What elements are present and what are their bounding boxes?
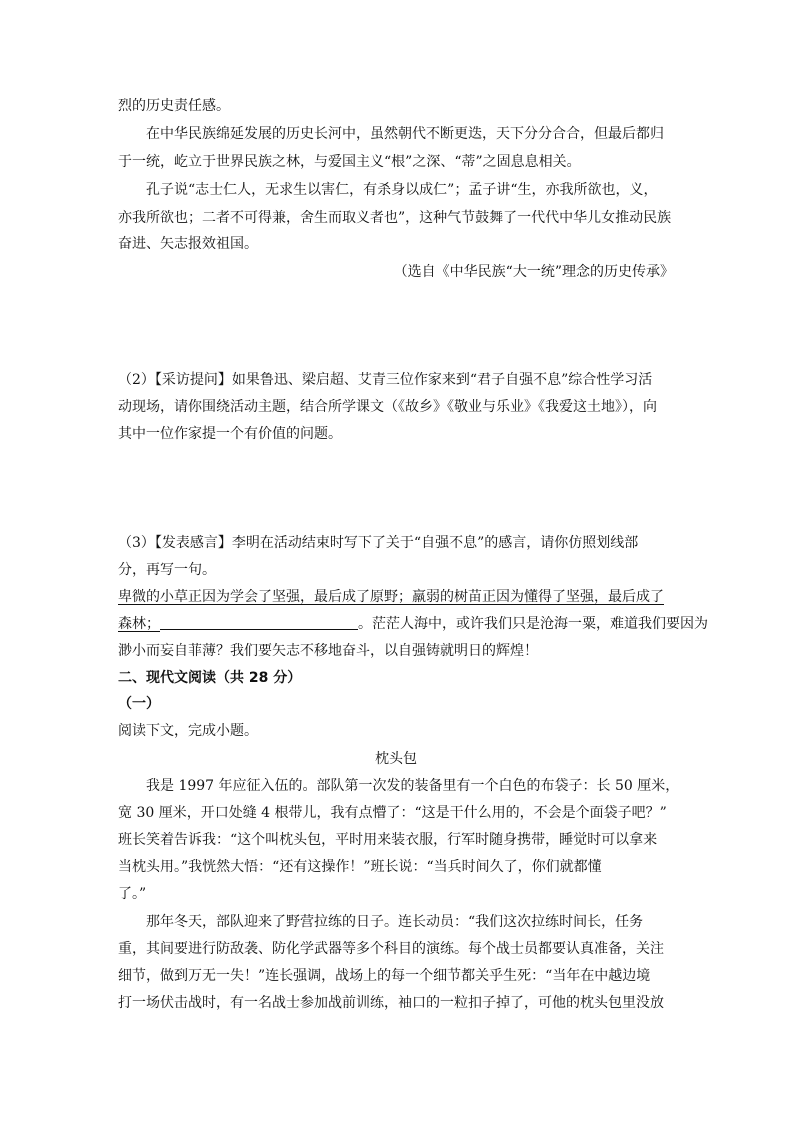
paragraph-line: 孔子说“志士仁人，无求生以害仁，有杀身以成仁”；孟子讲“生，亦我所欲也，义， bbox=[146, 182, 658, 198]
fill-in-line-rest: 。茫茫人海中，或许我们只是沧海一粟，难道我们要因为 bbox=[358, 616, 708, 632]
question-line: （2）【采访提问】如果鲁迅、梁启超、艾青三位作家来到“君子自强不息”综合性学习活 bbox=[118, 372, 653, 388]
subsection-label: （一） bbox=[118, 696, 160, 712]
question-line: （3）【发表感言】李明在活动结束时写下了关于“自强不息”的感言，请你仿照划线部 bbox=[118, 535, 639, 551]
paragraph-line: 打一场伏击战时，有一名战士参加战前训练，袖口的一粒扣子掉了，可他的枕头包里没放 bbox=[118, 995, 664, 1011]
paragraph-line: 重，其间要进行防敌袭、防化学武器等多个科目的演练。每个战士员都要认真准备，关注 bbox=[118, 941, 664, 957]
paragraph-line: 细节，做到万无一失！”连长强调，战场上的每一个细节都关乎生死：“当年在中越边境 bbox=[118, 968, 651, 984]
question-line: 动现场，请你围绕活动主题，结合所学课文（《故乡》《敬业与乐业》《我爱这土地》），向 bbox=[118, 399, 657, 415]
paragraph-line: 了。” bbox=[118, 886, 147, 902]
paragraph-line: 宽 30 厘米，开口处缝 4 根带儿，我有点懵了：“这是干什么用的，不会是个面袋子吧？” bbox=[118, 805, 667, 821]
underlined-example: 卑微的小草正因为学会了坚强，最后成了原野；羸弱的树苗正因为懂得了坚强，最后成了 bbox=[118, 589, 664, 605]
paragraph-line: 当枕头用。”我恍然大悟：“还有这操作！”班长说：“当兵时间久了，你们就都懂 bbox=[118, 859, 602, 875]
source-citation: （选自《中华民族“大一统”理念的历史传承》 bbox=[393, 264, 674, 280]
paragraph-line: 渺小而妄自菲薄？我们要矢志不移地奋斗，以自强铸就明日的辉煌！ bbox=[118, 643, 538, 659]
paragraph-line: 亦我所欲也；二者不可得兼，舍生而取义者也”，这种气节鼓舞了一代代中华儿女推动民族 bbox=[118, 210, 672, 226]
section-heading: 二、现代文阅读（共 28 分） bbox=[118, 670, 302, 686]
paragraph-line: 在中华民族绵延发展的历史长河中，虽然朝代不断更迭，天下分分合合，但最后都归 bbox=[146, 126, 664, 142]
paragraph-line: 我是 1997 年应征入伍的。部队第一次发的装备里有一个白色的布袋子：长 50 厘米， bbox=[146, 778, 680, 794]
question-line: 其中一位作家提一个有价值的问题。 bbox=[118, 426, 342, 442]
paragraph-line: 班长笑着告诉我：“这个叫枕头包，平时用来装衣服，行军时随身携带，睡觉时可以拿来 bbox=[118, 832, 658, 848]
paragraph-line: 于一统，屹立于世界民族之林，与爱国主义“根”之深、“蒂”之固息息相关。 bbox=[118, 154, 581, 170]
paragraph-line: 那年冬天，部队迎来了野营拉练的日子。连长动员：“我们这次拉练时间长，任务 bbox=[146, 914, 644, 930]
paragraph-line: 烈的历史责任感。 bbox=[118, 98, 230, 114]
instruction: 阅读下文，完成小题。 bbox=[118, 723, 258, 739]
answer-blank[interactable] bbox=[160, 615, 358, 630]
paragraph-line: 奋进、矢志报效祖国。 bbox=[118, 236, 258, 252]
fill-in-line bbox=[118, 614, 708, 634]
underlined-example-end: 森林； bbox=[118, 616, 160, 632]
question-line: 分，再写一句。 bbox=[118, 562, 216, 578]
article-title: 枕头包 bbox=[375, 751, 417, 767]
